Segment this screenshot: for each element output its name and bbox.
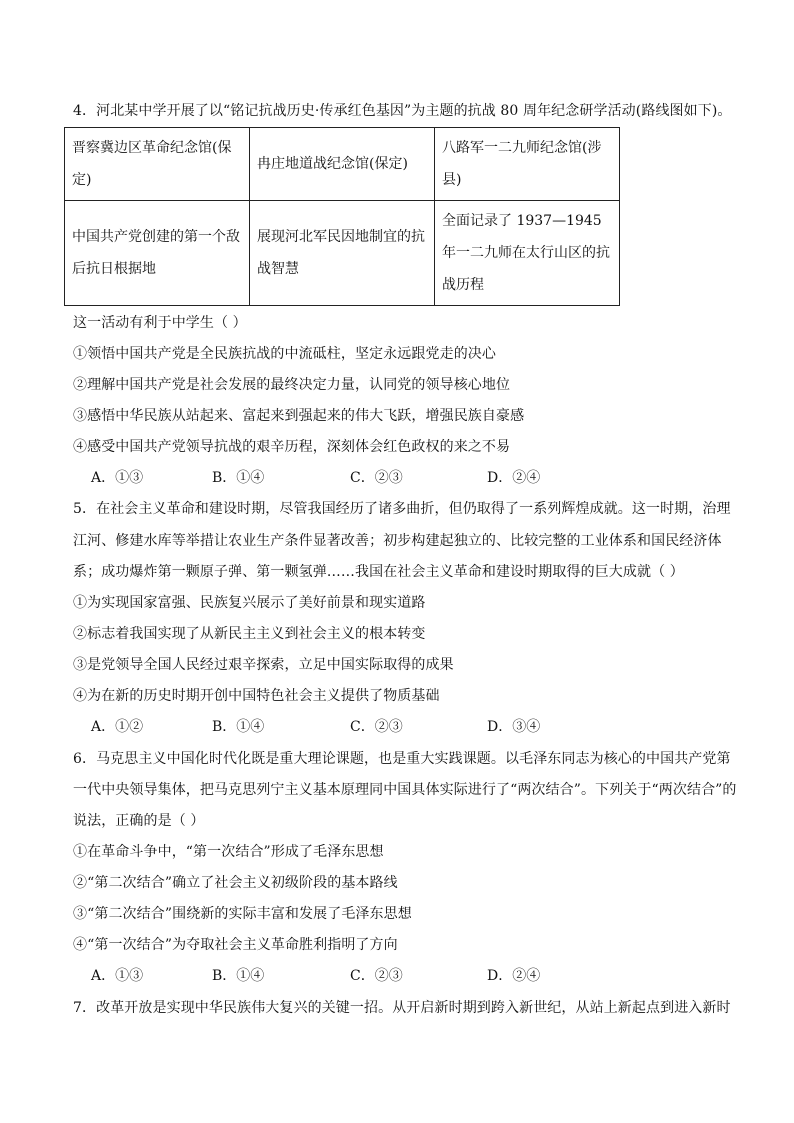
site-cell: 冉庄地道战纪念馆(保定)	[250, 128, 435, 201]
q5-item-1: ①为实现国家富强、民族复兴展示了美好前景和现实道路	[73, 595, 426, 611]
table-row-sites	[65, 128, 620, 201]
description-cell: 中国共产党创建的第一个敌后抗日根据地	[65, 201, 250, 306]
option-a[interactable]: A．①②	[91, 719, 144, 735]
q5-stem-line-2: 江河、修建水库等举措让农业生产条件显著改善；初步构建起独立的、比较完整的工业体系和国民经济体	[73, 533, 722, 549]
route-table	[64, 127, 620, 306]
q4-item-2: ②理解中国共产党是社会发展的最终决定力量，认同党的领导核心地位	[73, 377, 511, 393]
q4-question: 这一活动有利于中学生（ ）	[73, 315, 247, 331]
q4-item-4: ④感受中国共产党领导抗战的艰辛历程，深刻体会红色政权的来之不易	[73, 439, 511, 455]
q5-stem-line-1: 5．在社会主义革命和建设时期，尽管我国经历了诸多曲折，但仍取得了一系列辉煌成就。这一时期，治理	[73, 501, 731, 517]
option-c[interactable]: C．②③	[350, 968, 403, 984]
option-b[interactable]: B．①④	[212, 968, 265, 984]
option-d[interactable]: D．③④	[487, 719, 541, 735]
option-b[interactable]: B．①④	[212, 470, 265, 486]
option-a[interactable]: A．①③	[91, 470, 144, 486]
q6-item-2: ②“第二次结合”确立了社会主义初级阶段的基本路线	[73, 875, 398, 891]
q6-stem-line-3: 说法，正确的是（ ）	[73, 813, 205, 829]
table-row-descriptions	[65, 201, 620, 306]
q5-item-3: ③是党领导全国人民经过艰辛探索，立足中国实际取得的成果	[73, 657, 454, 673]
q5-item-2: ②标志着我国实现了从新民主主义到社会主义的根本转变	[73, 626, 426, 642]
option-d[interactable]: D．②④	[487, 968, 541, 984]
option-d[interactable]: D．②④	[487, 470, 541, 486]
q6-item-1: ①在革命斗争中，“第一次结合”形成了毛泽东思想	[73, 844, 384, 860]
site-cell: 晋察冀边区革命纪念馆(保定)	[65, 128, 250, 201]
option-c[interactable]: C．②③	[350, 719, 403, 735]
q5-stem-line-3: 系；成功爆炸第一颗原子弹、第一颗氢弹……我国在社会主义革命和建设时期取得的巨大成就（ ）	[73, 564, 684, 580]
option-c[interactable]: C．②③	[350, 470, 403, 486]
q6-item-3: ③“第二次结合”围绕新的实际丰富和发展了毛泽东思想	[73, 906, 412, 922]
q5-item-4: ④为在新的历史时期开创中国特色社会主义提供了物质基础	[73, 688, 440, 704]
description-cell: 展现河北军民因地制宜的抗战智慧	[250, 201, 435, 306]
option-b[interactable]: B．①④	[212, 719, 265, 735]
q6-item-4: ④“第一次结合”为夺取社会主义革命胜利指明了方向	[73, 937, 398, 953]
q7-stem-line-1: 7．改革开放是实现中华民族伟大复兴的关键一招。从开启新时期到跨入新世纪，从站上新起点到进入新时	[73, 1000, 731, 1016]
q4-item-3: ③感悟中华民族从站起来、富起来到强起来的伟大飞跃，增强民族自豪感	[73, 408, 525, 424]
q6-stem-line-2: 一代中央领导集体，把马克思列宁主义基本原理同中国具体实际进行了“两次结合”。下列关于“两次结合”的	[73, 782, 737, 798]
description-cell: 全面记录了 1937—1945 年一二九师在太行山区的抗战历程	[435, 201, 620, 306]
q4-stem: 4．河北某中学开展了以“铭记抗战历史·传承红色基因”为主题的抗战 80 周年纪念研学活动(路线图如下)。	[73, 103, 732, 119]
option-a[interactable]: A．①③	[91, 968, 144, 984]
q6-stem-line-1: 6．马克思主义中国化时代化既是重大理论课题，也是重大实践课题。以毛泽东同志为核心的中国共产党第	[73, 751, 731, 767]
q4-item-1: ①领悟中国共产党是全民族抗战的中流砥柱，坚定永远跟党走的决心	[73, 346, 496, 362]
site-cell: 八路军一二九师纪念馆(涉县)	[435, 128, 620, 201]
